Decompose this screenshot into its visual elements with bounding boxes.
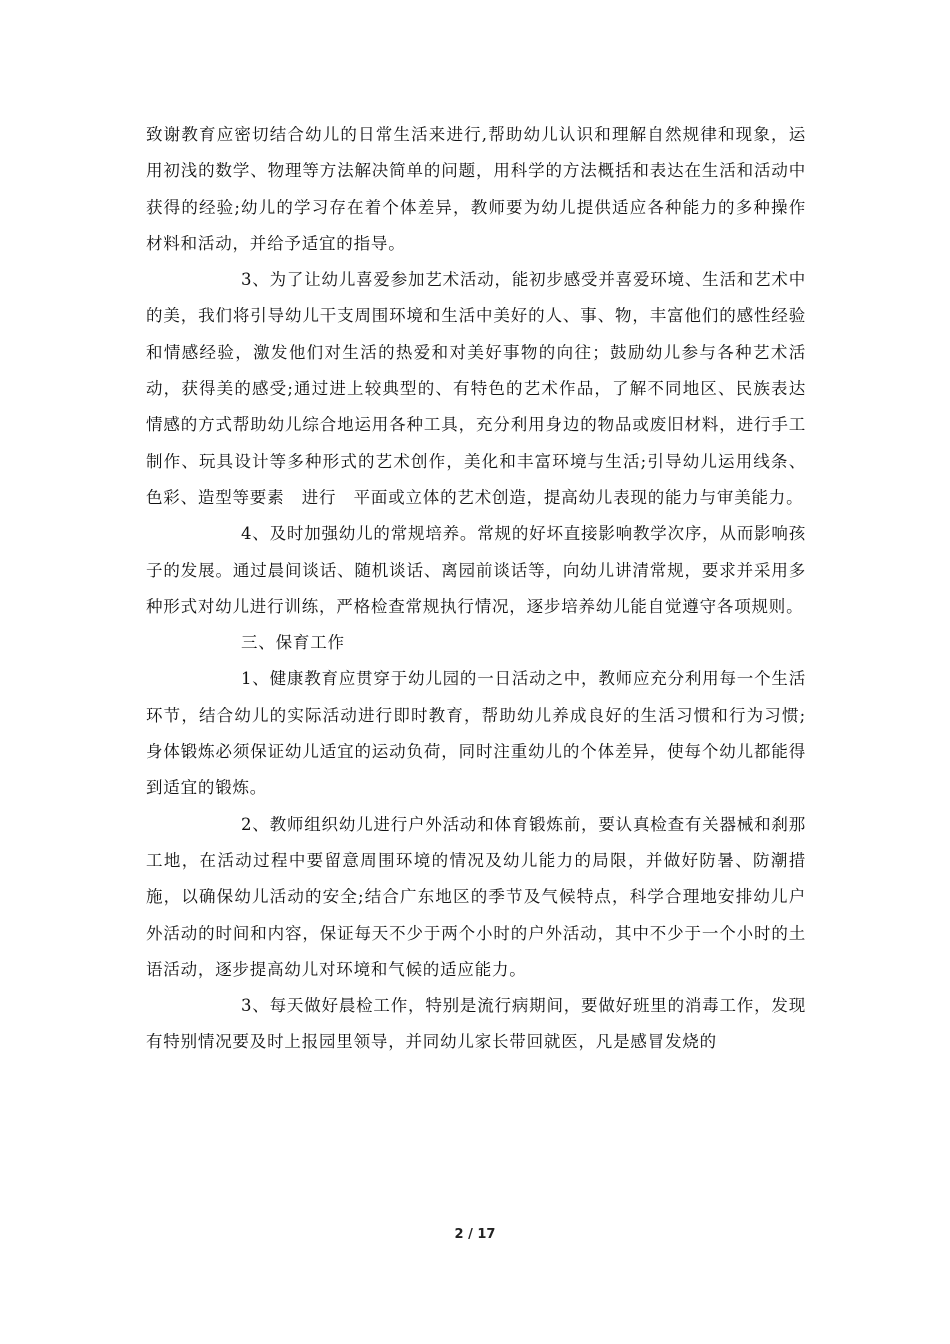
paragraph-art-activities: 3、为了让幼儿喜爱参加艺术活动，能初步感受并喜爱环境、生活和艺术中的美，我们将引导幼儿干支周围环境和生活中美好的人、事、物，丰富他们的感性经验和情感经验，激发他们对生活的热爱和对美好事物的向往；鼓励幼儿参与各种艺术活动，获得美的感受;通过进上较典型的、有特色的艺术作品，了解不同地区、民族表达情感的方式帮助幼儿综合地运用各种工具，充分利用身边的物品或废旧材料，进行手工制作、玩具设计等多种形式的艺术创作，美化和丰富环境与生活;引导幼儿运用线条、色彩、造型等要素 进行 平面或立体的艺术创造，提高幼儿表现的能力与审美能力。 xyxy=(146,270,806,507)
paragraph-outdoor-safety: 2、教师组织幼儿进行户外活动和体育锻炼前，要认真检查有关器械和刹那工地，在活动过程中要留意周围环境的情况及幼儿能力的局限，并做好防暑、防潮措施，以确保幼儿活动的安全;结合广东地区的季节及气候特点，科学合理地安排幼儿户外活动的时间和内容，保证每天不少于两个小时的户外活动，其中不少于一个小时的土语活动，逐步提高幼儿对环境和气候的适应能力。 xyxy=(146,814,806,979)
paragraph-health-education: 1、健康教育应贯穿于幼儿园的一日活动之中，教师应充分利用每一个生活环节，结合幼儿的实际活动进行即时教育，帮助幼儿养成良好的生活习惯和行为习惯;身体锻炼必须保证幼儿适宜的运动负荷，同时注重幼儿的个体差异，使每个幼儿都能得到适宜的锻炼。 xyxy=(146,669,806,798)
section-heading-childcare: 三、保育工作 xyxy=(241,633,345,653)
paragraph-routine-training: 4、及时加强幼儿的常规培养。常规的好坏直接影响教学次序，从而影响孩子的发展。通过晨间谈话、随机谈话、离园前谈话等，向幼儿讲清常规，要求并采用多种形式对幼儿进行训练，严格检查常规执行情况，逐步培养幼儿能自觉遵守各项规则。 xyxy=(146,524,806,616)
document-body xyxy=(146,117,806,1061)
paragraph-morning-check: 3、每天做好晨检工作，特别是流行病期间，要做好班里的消毒工作，发现有特别情况要及时上报园里领导，并同幼儿家长带回就医，凡是感冒发烧的 xyxy=(146,996,806,1052)
page-number: 2 / 17 xyxy=(454,1227,496,1242)
paragraph-science-education: 致谢教育应密切结合幼儿的日常生活来进行,帮助幼儿认识和理解自然规律和现象，运用初浅的数学、物理等方法解决简单的问题，用科学的方法概括和表达在生活和活动中获得的经验;幼儿的学习存在着个体差异，教师要为幼儿提供适应各种能力的多种操作材料和活动，并给予适宜的指导。 xyxy=(146,125,806,253)
